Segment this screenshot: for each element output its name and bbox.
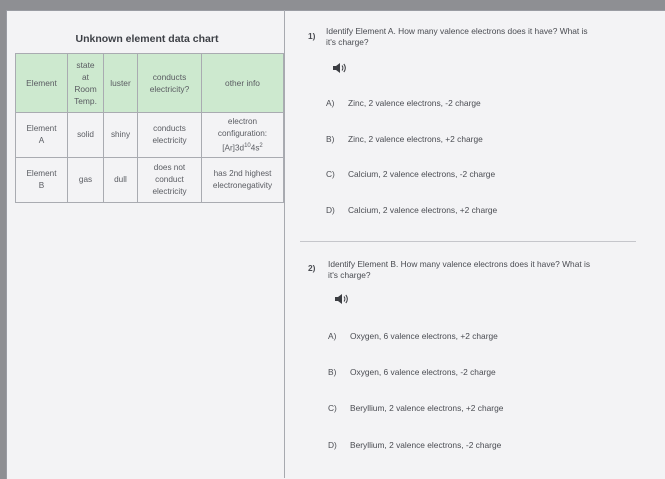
cell-element: Element A (16, 113, 68, 158)
question-number: 2) (308, 263, 316, 273)
cell-state: gas (68, 158, 104, 203)
answer-option-b[interactable]: B) Oxygen, 6 valence electrons, -2 charge (328, 367, 496, 377)
chart-title: Unknown element data chart (75, 33, 219, 45)
electron-configuration: $[Ar]3d^{10}4s_2$ (222, 142, 263, 153)
question-text: Identify Element A. How many valence electrons does it have? What is it's charge? (326, 26, 588, 47)
question-number: 1) (308, 31, 316, 41)
cell-other-info: electron configuration: $[Ar]3d^{10}4s_2$ (202, 113, 284, 158)
cell-luster: shiny (104, 113, 138, 158)
cell-conducts: conducts electricity (138, 113, 202, 158)
element-data-table (15, 53, 284, 203)
header-state: state at Room Temp. (68, 54, 104, 113)
header-other-info: other info (202, 54, 284, 113)
answer-option-b[interactable]: B) Zinc, 2 valence electrons, +2 charge (326, 134, 483, 144)
cell-luster: dull (104, 158, 138, 203)
header-conducts: conducts electricity? (138, 54, 202, 113)
cell-state: solid (68, 113, 104, 158)
header-luster: luster (104, 54, 138, 113)
speaker-icon[interactable] (334, 292, 348, 304)
header-element: Element (16, 54, 68, 113)
answer-option-a[interactable]: A) Oxygen, 6 valence electrons, +2 charge (328, 331, 498, 341)
cell-other-info: has 2nd highest electronegativity (202, 158, 284, 203)
question-separator (300, 241, 636, 242)
column-divider (284, 10, 285, 478)
cell-conducts: does not conduct electricity (138, 158, 202, 203)
speaker-icon[interactable] (332, 61, 346, 73)
table-header-row (16, 54, 284, 113)
answer-option-d[interactable]: D) Beryllium, 2 valence electrons, -2 charge (328, 440, 502, 450)
table-row (16, 158, 284, 203)
cell-element: Element B (16, 158, 68, 203)
answer-option-c[interactable]: C) Calcium, 2 valence electrons, -2 charge (326, 169, 496, 179)
answer-option-d[interactable]: D) Calcium, 2 valence electrons, +2 charge (326, 205, 498, 215)
question-text: Identify Element B. How many valence electrons does it have? What is it's charge? (328, 259, 591, 280)
answer-option-c[interactable]: C) Beryllium, 2 valence electrons, +2 charge (328, 403, 504, 413)
answer-option-a[interactable]: A) Zinc, 2 valence electrons, -2 charge (326, 98, 481, 108)
table-row (16, 113, 284, 158)
